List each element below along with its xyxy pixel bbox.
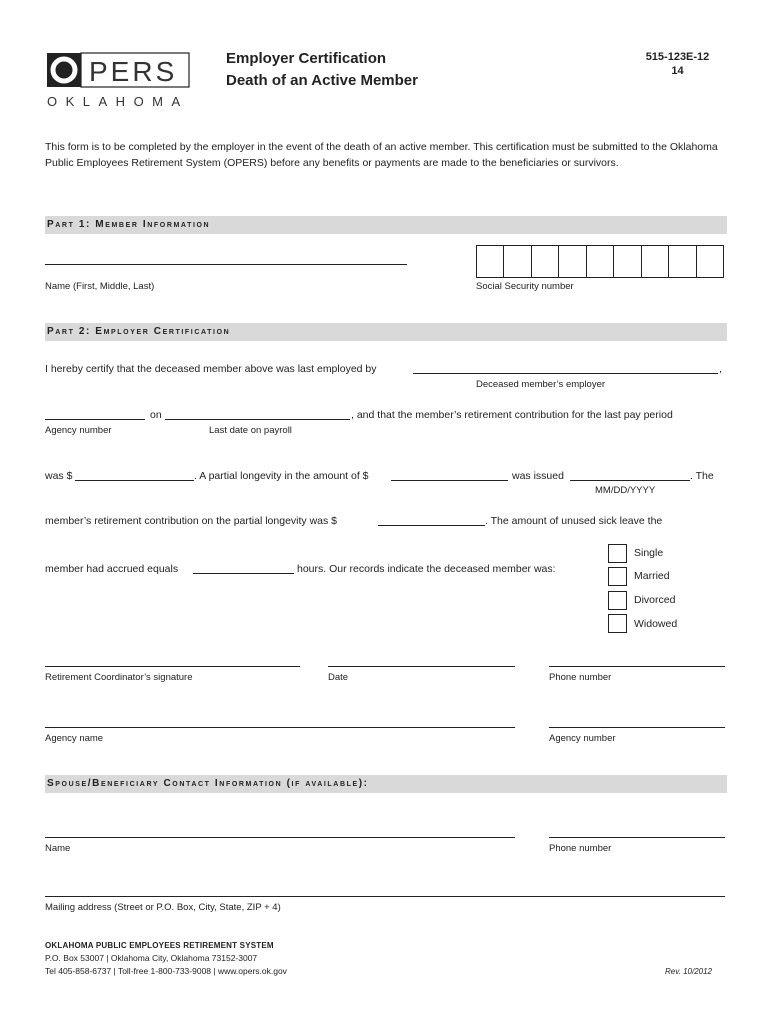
ssn-field[interactable]	[476, 245, 724, 278]
form-number-line1: 515-123E-12	[645, 51, 710, 63]
spouse-heading: Spouse/Beneficiary Contact Information (if available):	[47, 778, 369, 789]
accrued-text: member had accrued equals	[45, 563, 179, 575]
svg-text:OKLAHOMA: OKLAHOMA	[47, 94, 189, 109]
on-text: on	[150, 409, 162, 421]
period-text: . The	[690, 470, 714, 482]
ssn-digit-box[interactable]	[558, 245, 585, 278]
longevity-contribution-amount-field[interactable]	[378, 525, 485, 526]
part2-heading: Part 2: Employer Certification	[47, 326, 231, 337]
footer-address: P.O. Box 53007 | Oklahoma City, Oklahoma 73152-3007	[45, 953, 258, 963]
last-payroll-date-field[interactable]	[165, 419, 350, 420]
contribution-text: , and that the member’s retirement contribution for the last pay period	[351, 409, 673, 421]
hours-text: hours. Our records indicate the deceased member was:	[297, 563, 556, 575]
widowed-label: Widowed	[634, 618, 678, 630]
single-checkbox[interactable]	[608, 544, 627, 563]
employer-label: Deceased member’s employer	[476, 379, 606, 390]
agency-number2-label: Agency number	[549, 733, 616, 744]
mailing-address-label: Mailing address (Street or P.O. Box, City, State, ZIP + 4)	[45, 902, 281, 913]
agency-number2-field[interactable]	[549, 727, 725, 728]
sick-leave-text: . The amount of unused sick leave the	[485, 515, 663, 527]
ssn-digit-box[interactable]	[668, 245, 695, 278]
longevity-contribution-text: member’s retirement contribution on the partial longevity was $	[45, 515, 338, 527]
ssn-digit-box[interactable]	[531, 245, 558, 278]
phone-number-label: Phone number	[549, 672, 612, 683]
ssn-digit-box[interactable]	[696, 245, 724, 278]
member-name-label: Name (First, Middle, Last)	[45, 281, 155, 292]
sick-leave-hours-field[interactable]	[193, 573, 294, 574]
part2-heading-bar	[45, 323, 727, 341]
partial-longevity-amount-field[interactable]	[391, 480, 508, 481]
revision-date: Rev. 10/2012	[665, 967, 712, 976]
ssn-label: Social Security number	[476, 281, 574, 292]
member-name-field[interactable]	[45, 264, 407, 265]
divorced-label: Divorced	[634, 594, 676, 606]
issued-text: was issued	[512, 470, 564, 482]
agency-number-field[interactable]	[45, 419, 145, 420]
form-number	[630, 50, 725, 78]
ssn-digit-box[interactable]	[586, 245, 613, 278]
footer-org-name: OKLAHOMA PUBLIC EMPLOYEES RETIREMENT SYSTEM	[45, 941, 274, 950]
coordinator-signature-field[interactable]	[45, 666, 300, 667]
agency-name-label: Agency name	[45, 733, 104, 744]
form-number-line2: 14	[671, 65, 684, 77]
coordinator-signature-label: Retirement Coordinator’s signature	[45, 672, 193, 683]
divorced-checkbox[interactable]	[608, 591, 627, 610]
agency-number-label: Agency number	[45, 425, 112, 436]
ssn-digit-box[interactable]	[476, 245, 503, 278]
partial-longevity-text: . A partial longevity in the amount of $	[194, 470, 369, 482]
agency-name-field[interactable]	[45, 727, 515, 728]
date-field[interactable]	[328, 666, 515, 667]
spouse-phone-field[interactable]	[549, 837, 725, 838]
date-label: Date	[328, 672, 349, 683]
widowed-checkbox[interactable]	[608, 614, 627, 633]
spouse-phone-label: Phone number	[549, 843, 612, 854]
contribution-amount-field[interactable]	[75, 480, 194, 481]
part1-heading: Part 1: Member Information	[47, 219, 211, 230]
employer-field[interactable]	[413, 373, 718, 374]
married-checkbox[interactable]	[608, 567, 627, 586]
title-line1: Employer Certification	[226, 50, 387, 67]
spouse-heading-bar	[45, 775, 727, 793]
opers-logo	[45, 50, 195, 110]
comma: ,	[719, 363, 722, 375]
date-format-label: MM/DD/YYYY	[595, 485, 656, 496]
footer-contact: Tel 405-858-6737 | Toll-free 1-800-733-9008 | www.opers.ok.gov	[45, 966, 287, 976]
last-payroll-date-label: Last date on payroll	[209, 425, 292, 436]
form-title	[226, 48, 418, 92]
title-line2: Death of an Active Member	[226, 72, 418, 89]
certify-text: I hereby certify that the deceased member above was last employed by	[45, 363, 377, 375]
intro-text: This form is to be completed by the employer in the event of the death of an active member. This certification must be submitted to the Oklahoma Public Employees Retirement System (OPERS) before any benefits or payments are made to the beneficiaries or survivors.	[45, 141, 718, 169]
married-label: Married	[634, 570, 670, 582]
svg-text:PERS: PERS	[89, 56, 178, 87]
ssn-digit-box[interactable]	[503, 245, 530, 278]
ssn-digit-box[interactable]	[641, 245, 668, 278]
part1-heading-bar	[45, 216, 727, 234]
ssn-digit-box[interactable]	[613, 245, 640, 278]
single-label: Single	[634, 547, 664, 559]
spouse-name-label: Name	[45, 843, 71, 854]
was-text: was $	[45, 470, 73, 482]
spouse-name-field[interactable]	[45, 837, 515, 838]
mailing-address-field[interactable]	[45, 896, 725, 897]
issued-date-field[interactable]	[570, 480, 690, 481]
phone-number-field[interactable]	[549, 666, 725, 667]
